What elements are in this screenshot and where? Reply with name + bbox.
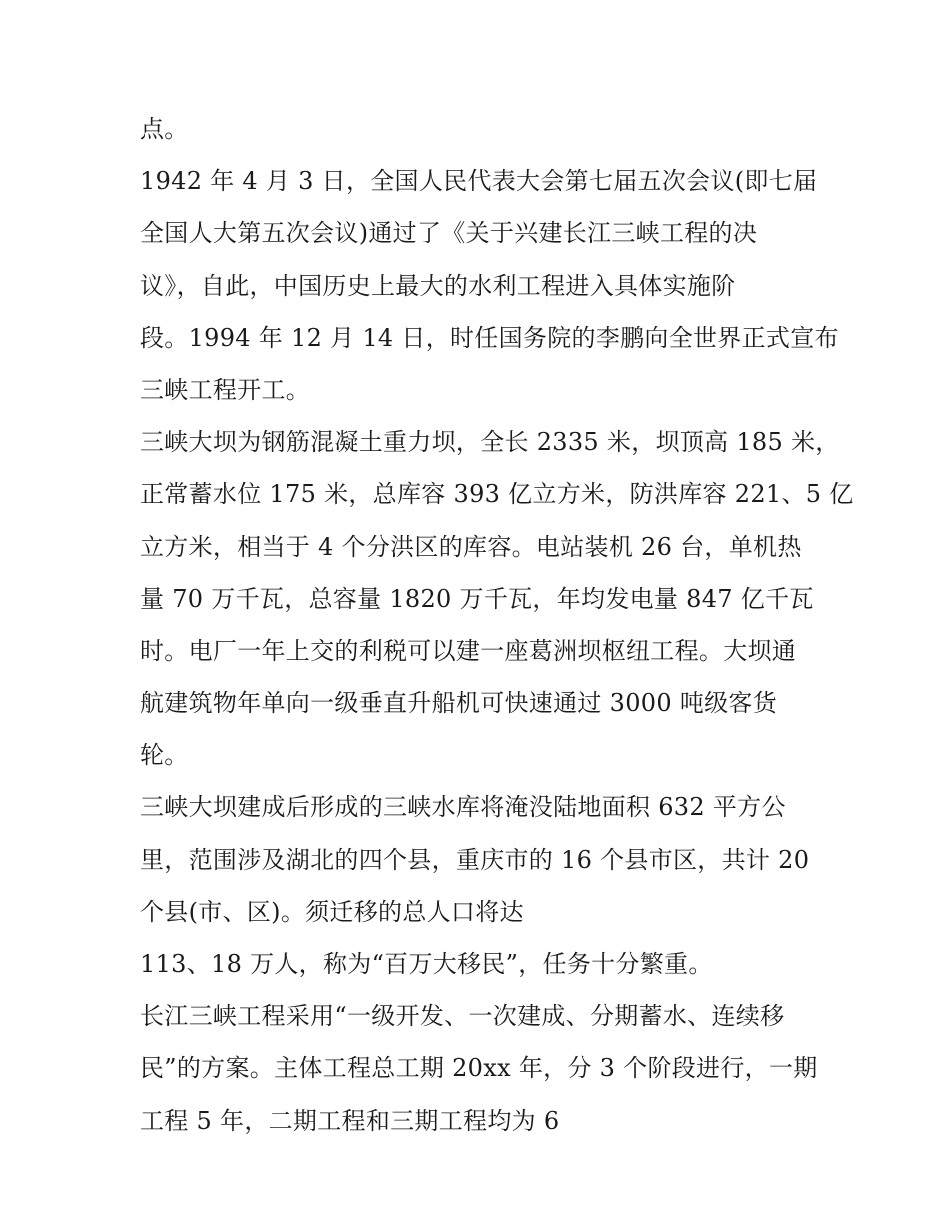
text-line: 航建筑物年单向一级垂直升船机可快速通过 3000 吨级客货 bbox=[140, 689, 778, 718]
text-line: 长江三峡工程采用“一级开发、一次建成、分期蓄水、连续移 bbox=[140, 1002, 785, 1031]
text-line: 民”的方案。主体工程总工期 20xx 年，分 3 个阶段进行，一期 bbox=[140, 1054, 818, 1083]
text-line: 段。1994 年 12 月 14 日，时任国务院的李鹏向全世界正式宣布 bbox=[140, 323, 839, 352]
text-line: 三峡工程开工。 bbox=[140, 375, 311, 404]
text-line: 三峡大坝为钢筋混凝土重力坝，全长 2335 米，坝顶高 185 米， bbox=[140, 428, 840, 457]
text-line: 三峡大坝建成后形成的三峡水库将淹没陆地面积 632 平方公 bbox=[140, 793, 786, 822]
text-line: 工程 5 年，二期工程和三期工程均为 6 bbox=[140, 1106, 560, 1135]
text-line: 点。 bbox=[140, 115, 189, 143]
text-line: 正常蓄水位 175 米，总库容 393 亿立方米，防洪库容 221、5 亿 bbox=[140, 480, 854, 509]
text-line: 轮。 bbox=[140, 741, 189, 770]
text-line: 里，范围涉及湖北的四个县，重庆市的 16 个县市区，共计 20 bbox=[140, 845, 810, 874]
text-line: 量 70 万千瓦，总容量 1820 万千瓦，年均发电量 847 亿千瓦 bbox=[140, 584, 814, 613]
text-line: 议》，自此，中国历史上最大的水利工程进入具体实施阶 bbox=[140, 271, 736, 300]
text-line: 个县(市、区)。须迁移的总人口将达 bbox=[140, 897, 524, 926]
document-body bbox=[140, 103, 854, 1147]
text-line: 1942 年 4 月 3 日，全国人民代表大会第七届五次会议(即七届 bbox=[140, 167, 818, 196]
text-line: 时。电厂一年上交的利税可以建一座葛洲坝枢纽工程。大坝通 bbox=[140, 636, 797, 665]
text-line: 113、18 万人，称为“百万大移民”，任务十分繁重。 bbox=[140, 950, 713, 978]
text-line: 立方米，相当于 4 个分洪区的库容。电站装机 26 台，单机热 bbox=[140, 532, 802, 561]
text-line: 全国人大第五次会议)通过了《关于兴建长江三峡工程的决 bbox=[140, 219, 758, 248]
